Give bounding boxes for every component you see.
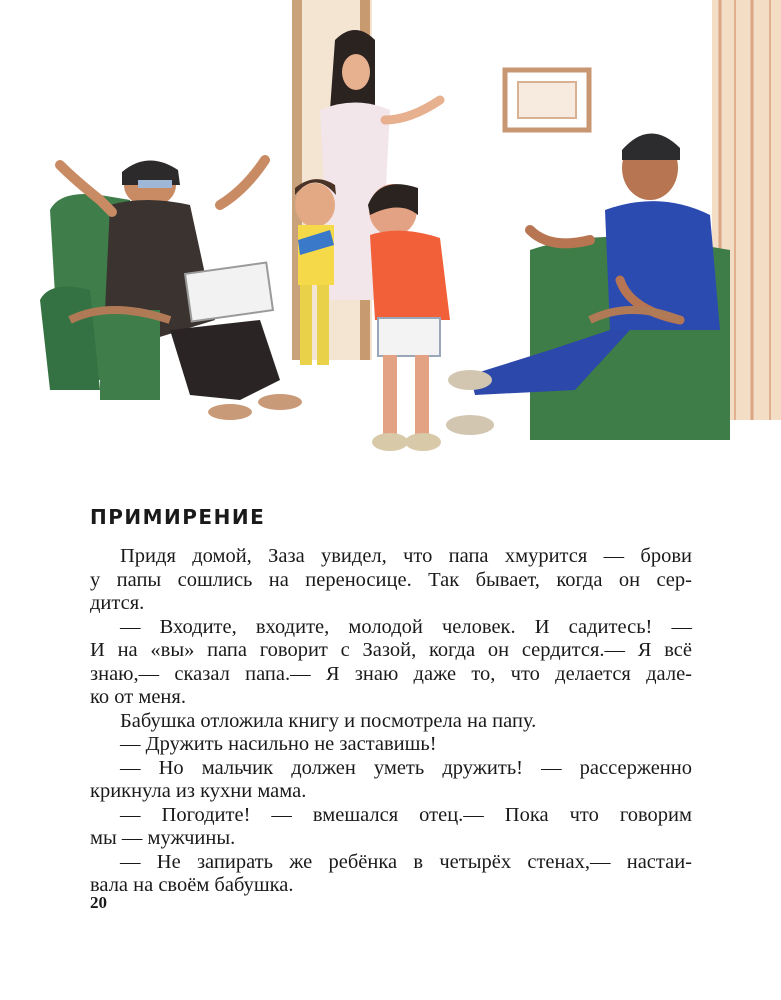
text-line: — Входите, входите, молодой человек. И садитесь! — [120, 615, 692, 638]
illustration [30, 0, 781, 470]
page-number: 20 [90, 893, 107, 912]
text-line: — Погодите! — вмешался отец.— Пока что говорим [120, 803, 692, 826]
text-line: мы — мужчины. [90, 827, 236, 849]
page-title: ПРИМИРЕНИЕ [90, 505, 266, 529]
text-line: знаю,— сказал папа.— Я знаю даже то, что делается дале- [90, 662, 692, 685]
text-line: у папы сошлись на переносице. Так бывает, когда он сер- [90, 568, 692, 591]
text-line: — Дружить насильно не заставишь! [120, 733, 437, 755]
zaza-figure [368, 184, 450, 451]
grandmother-figure [40, 160, 302, 420]
text-line: дится. [90, 592, 145, 614]
father-figure [446, 133, 730, 440]
text-line: ко от меня. [90, 686, 186, 708]
text-line: — Но мальчик должен уметь дружить! — рассерженно [120, 756, 692, 779]
text-line: И на «вы» папа говорит с Зазой, когда он сердится.— Я всё [90, 639, 692, 661]
text-line: Придя домой, Заза увидел, что папа хмурится — брови [120, 545, 692, 567]
text-line: — Не запирать же ребёнка в четырёх стенах,— настаи- [120, 850, 692, 873]
text-line: Бабушка отложила книгу и посмотрела на папу. [120, 709, 537, 732]
story-text [90, 545, 692, 898]
text-line: крикнула из кухни мама. [90, 780, 307, 802]
text-line: вала на своём бабушка. [90, 874, 294, 896]
wall-picture [505, 70, 589, 130]
